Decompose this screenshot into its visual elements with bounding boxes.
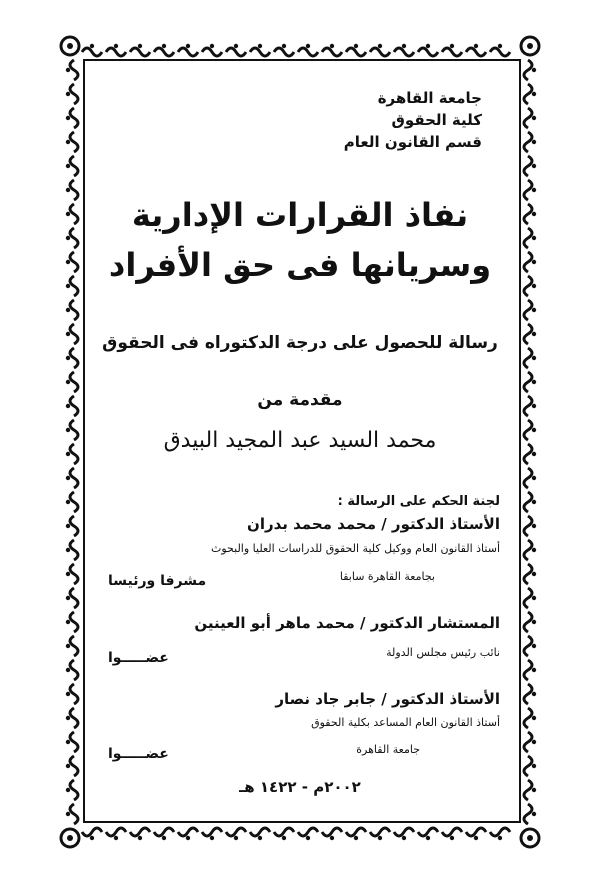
thesis-title-line1: نفاذ القرارات الإدارية	[131, 196, 469, 234]
author-name: محمد السيد عبد المجيد البيدق	[163, 428, 437, 453]
member1-role: مشرفا ورئيسا	[108, 573, 207, 589]
thesis-purpose: رسالة للحصول على درجة الدكتوراه فى الحقوق	[102, 333, 498, 353]
committee-heading: لجنة الحكم على الرسالة :	[337, 494, 500, 509]
member3-desc1: أستاذ القانون العام المساعد بكلية الحقوق	[311, 716, 500, 729]
member3-name: الأستاذ الدكتور / جابر جاد نصار	[275, 690, 500, 708]
member1-desc2: بجامعة القاهرة سابقا	[339, 570, 435, 583]
thesis-date: ٢٠٠٢م - ١٤٢٢ هـ	[239, 778, 361, 796]
department-name: قسم القانون العام	[343, 133, 482, 151]
member2-role: عضـــــوا	[108, 650, 169, 666]
member1-name: الأستاذ الدكتور / محمد محمد بدران	[247, 515, 500, 533]
member3-desc2: جامعة القاهرة	[356, 743, 420, 756]
member1-desc1: أستاذ القانون العام ووكيل كلية الحقوق للدراسات العليا والبحوث	[211, 542, 500, 555]
member2-desc1: نائب رئيس مجلس الدولة	[386, 646, 500, 659]
presented-by-label: مقدمة من	[257, 390, 343, 410]
member3-role: عضـــــوا	[108, 746, 169, 762]
university-name: جامعة القاهرة	[377, 89, 482, 107]
member2-name: المستشار الدكتور / محمد ماهر أبو العينين	[194, 614, 500, 632]
faculty-name: كلية الحقوق	[391, 111, 482, 129]
thesis-title-line2: وسريانها فى حق الأفراد	[108, 246, 492, 284]
